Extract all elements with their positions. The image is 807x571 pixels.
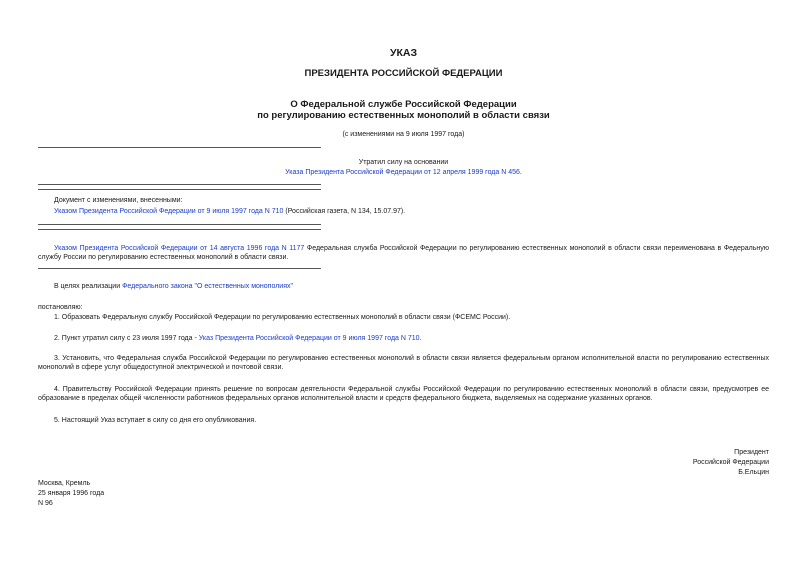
document-title: УКАЗ (389, 47, 418, 59)
signature-org: Российской Федерации (692, 459, 769, 466)
item-2-text: 2. Пункт утратил силу с 23 июля 1997 года - (54, 335, 199, 342)
purpose-prefix: В целях реализации (54, 283, 123, 290)
item-2-link[interactable]: Указ Президента Российской Федерации от 9 июля 1997 года N 710 (198, 335, 420, 342)
divider (38, 147, 321, 148)
item-4: 4. Правительству Российской Федерации принять решение по вопросам деятельности Федеральной службы Российской Федерации по регулированию естественных монополий в области связи, предусмотрев ее образование в пределах общей численности работников федеральных органов исполнительной власти и средств федерального бюджета, выделяемых на содержание указанных органов. (38, 386, 769, 402)
amendment-note: (с изменениями на 9 июля 1997 года) (342, 131, 465, 138)
item-5: 5. Настоящий Указ вступает в силу со дня его опубликования. (54, 417, 257, 424)
expired-reference-link[interactable]: Указа Президента Российской Федерации от 12 апреля 1999 года N 456 (285, 169, 520, 176)
item-3: 3. Установить, что Федеральная служба Российской Федерации по регулированию естественных монополий в области связи является федеральным органом исполнительной власти по регулированию естественных монополий в сфере услуг общедоступной электрической и почтовой связи. (38, 355, 769, 371)
document-number: N 96 (38, 500, 53, 507)
rename-note-text: Федеральная служба Российской Федерации по регулированию естественных монополий в области связи переименована в Федеральную службу России по регулированию естественных монополий в области связи. (38, 245, 769, 261)
document-subject-line-1: О Федеральной службе Российской Федерации (290, 99, 517, 110)
amendments-reference-link[interactable]: Указом Президента Российской Федерации от 9 июля 1997 года N 710 (54, 208, 284, 215)
divider (38, 229, 321, 230)
rename-note-link[interactable]: Указом Президента Российской Федерации от 14 августа 1996 года N 1177 (54, 245, 305, 252)
rename-note (38, 244, 769, 262)
document-subject-line-2: по регулированию естественных монополий в области связи (257, 110, 550, 121)
amendments-label: Документ с изменениями, внесенными: (54, 197, 183, 204)
federal-law-link[interactable]: Федерального закона "О естественных монополиях" (122, 283, 293, 290)
item-2-tail: . (419, 335, 422, 342)
signature-title: Президент (734, 449, 769, 456)
expired-label: Утратил силу на основании (358, 159, 449, 166)
item-1: 1. Образовать Федеральную службу Российской Федерации по регулированию естественных монополий в области связи (ФСЕМС России). (54, 314, 511, 321)
purpose-clause (54, 282, 293, 291)
expired-reference-tail: . (519, 169, 522, 176)
place: Москва, Кремль (38, 480, 91, 487)
amendments-reference-tail: (Российская газета, N 134, 15.07.97). (283, 208, 406, 215)
document-issuer: ПРЕЗИДЕНТА РОССИЙСКОЙ ФЕДЕРАЦИИ (304, 68, 503, 79)
amendments-reference (54, 207, 405, 216)
divider (38, 189, 321, 190)
decree-word: постановляю: (38, 304, 83, 311)
divider (38, 224, 321, 225)
expired-reference (0, 168, 807, 177)
divider (38, 268, 321, 269)
date: 25 января 1996 года (38, 490, 105, 497)
divider (38, 184, 321, 185)
signature-name: Б.Ельцин (738, 469, 769, 476)
item-2 (54, 334, 422, 343)
